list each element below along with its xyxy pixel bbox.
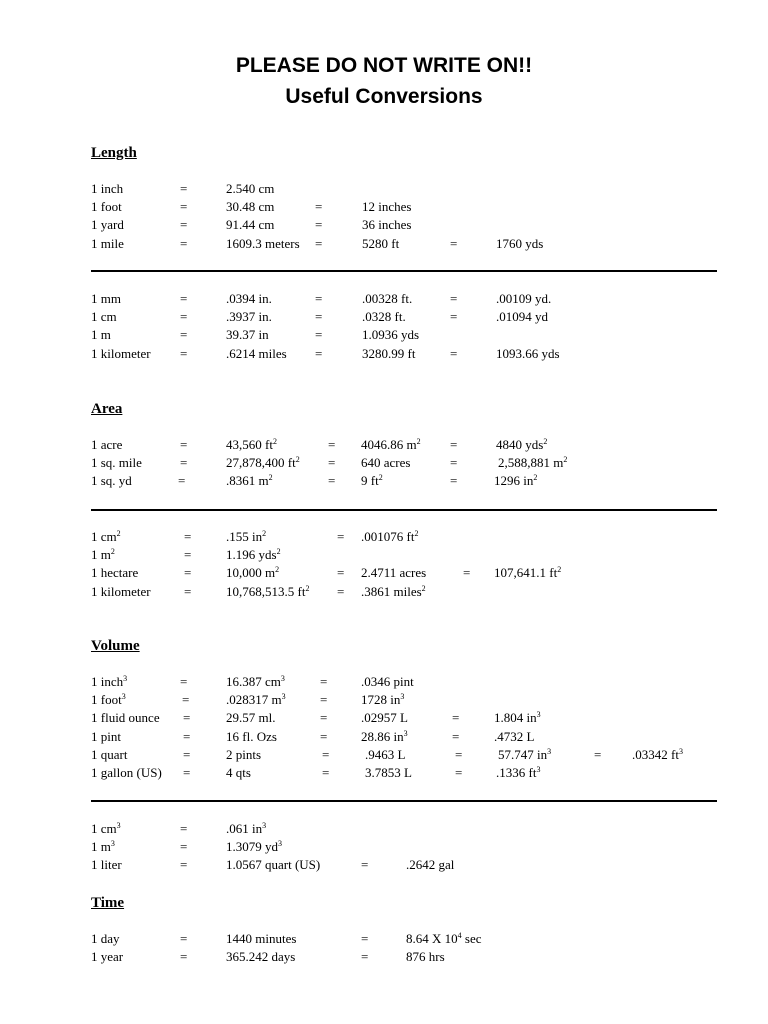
equals-sign: = (594, 746, 602, 762)
superscript-exponent: 2 (272, 437, 277, 446)
equals-sign: = (180, 345, 188, 361)
superscript-exponent: 3 (123, 674, 128, 683)
conversion-row (0, 564, 768, 582)
superscript-exponent: 2 (295, 455, 300, 465)
equals-sign: = (180, 674, 188, 689)
conversion-value: 1609.3 meters (226, 235, 300, 251)
superscript-exponent: 2 (414, 529, 419, 538)
conversion-value: 8.64 X $10^4$ sec (406, 931, 482, 946)
conversion-value: 12 inches (362, 199, 412, 215)
equals-sign: = (180, 181, 188, 196)
unit-label: 1 kilometer (91, 345, 151, 361)
conversion-value: .00109 yd. (496, 291, 552, 306)
equals-sign: = (337, 529, 345, 544)
section-heading-area: Area (91, 401, 123, 417)
superscript-exponent: 2 (421, 583, 426, 593)
conversion-value: 39.37 in (226, 327, 269, 343)
conversion-row (0, 856, 768, 874)
conversion-row (0, 454, 768, 472)
conversion-value: 43,560 $ft^2$ (226, 437, 277, 452)
equals-sign: = (184, 565, 192, 581)
conversion-value: .00328 ft. (362, 291, 413, 306)
superscript-exponent: 3 (280, 674, 285, 683)
conversion-value: .03342 $ft^3$ (632, 746, 683, 762)
conversion-value: 1.3079 $yd^3$ (226, 839, 282, 855)
superscript-exponent: 3 (678, 746, 683, 756)
equals-sign: = (180, 857, 188, 873)
superscript-exponent: 2 (276, 547, 281, 557)
conversion-row (0, 583, 768, 601)
equals-sign: = (184, 529, 192, 544)
unit-label: 1 foot$^3$ (91, 692, 126, 708)
conversion-row (0, 198, 768, 216)
equals-sign: = (450, 235, 458, 251)
equals-sign: = (450, 455, 458, 471)
unit-label: 1 m (91, 327, 111, 343)
conversion-row (0, 546, 768, 564)
conversion-value: .0328 ft. (362, 309, 406, 325)
equals-sign: = (361, 949, 369, 965)
conversion-value: .02957 L (361, 710, 408, 726)
equals-sign: = (320, 674, 328, 689)
conversion-value: .0346 pint (361, 674, 414, 689)
equals-sign: = (337, 583, 345, 599)
conversion-value: 1.196 yds$^2$ (226, 547, 281, 563)
equals-sign: = (315, 291, 323, 306)
page-title: PLEASE DO NOT WRITE ON!! (235, 54, 533, 77)
equals-sign: = (450, 437, 458, 452)
superscript-exponent: 4 (457, 931, 462, 940)
conversion-value: 2.540 cm (226, 181, 275, 196)
unit-label: 1 gallon (US) (91, 765, 162, 780)
unit-label: 1 $m^3$ (91, 839, 115, 855)
superscript-exponent: 2 (563, 455, 568, 465)
unit-label: 1 acre (91, 437, 123, 452)
conversion-row (0, 838, 768, 856)
equals-sign: = (180, 821, 188, 836)
conversion-value: 2.4711 acres (361, 565, 427, 581)
equals-sign: = (180, 199, 188, 215)
superscript-exponent: 3 (281, 692, 286, 702)
conversion-value: .6214 miles (226, 345, 287, 361)
superscript-exponent: 2 (110, 547, 115, 557)
conversion-row (0, 673, 768, 691)
unit-label: 1 $cm^2$ (91, 529, 121, 544)
conversion-value: 1.0567 quart (US) (226, 857, 321, 873)
conversion-value: 36 inches (362, 217, 412, 233)
conversion-value: 57.747 $in^3$ (498, 746, 552, 762)
conversion-row (0, 746, 768, 764)
equals-sign: = (184, 583, 192, 599)
superscript-exponent: 3 (110, 839, 115, 849)
conversion-value: 1.0936 yds (362, 327, 420, 343)
conversion-row (0, 764, 768, 782)
equals-sign: = (320, 692, 328, 708)
conversion-value: 5280 ft (362, 235, 400, 251)
conversion-value: 1760 yds (496, 235, 544, 251)
equals-sign: = (182, 692, 190, 708)
superscript-exponent: 2 (275, 565, 280, 575)
conversion-value: .8361 $m^2$ (226, 473, 273, 489)
conversion-row (0, 180, 768, 198)
conversion-value: .155 $in^2$ (226, 529, 267, 544)
conversion-value: 3.7853 L (365, 765, 412, 780)
horizontal-divider (91, 800, 717, 802)
superscript-exponent: 2 (533, 473, 538, 483)
horizontal-divider (91, 509, 717, 511)
superscript-exponent: 3 (536, 765, 541, 774)
conversion-value: .9463 L (365, 746, 406, 762)
conversion-value: .2642 gal (406, 857, 455, 873)
equals-sign: = (328, 455, 336, 471)
page-subtitle: Useful Conversions (285, 85, 483, 108)
equals-sign: = (328, 473, 336, 489)
unit-label: 1 kilometer (91, 583, 151, 599)
superscript-exponent: 3 (536, 710, 541, 720)
equals-sign: = (320, 710, 328, 726)
superscript-exponent: 3 (121, 692, 126, 702)
equals-sign: = (315, 235, 323, 251)
conversion-row (0, 436, 768, 454)
equals-sign: = (183, 728, 191, 744)
equals-sign: = (315, 345, 323, 361)
unit-label: 1 inch$^3$ (91, 674, 128, 689)
conversion-value: 1728 $in^3$ (361, 692, 405, 708)
unit-label: 1 sq. yd (91, 473, 132, 489)
equals-sign: = (450, 309, 458, 325)
unit-label: 1 liter (91, 857, 122, 873)
conversion-value: .01094 yd (496, 309, 548, 325)
superscript-exponent: 3 (116, 821, 121, 830)
equals-sign: = (180, 309, 188, 325)
superscript-exponent: 2 (378, 473, 383, 483)
conversion-row (0, 709, 768, 727)
conversion-row (0, 326, 768, 344)
equals-sign: = (183, 746, 191, 762)
superscript-exponent: 3 (262, 821, 267, 830)
conversion-value: 3280.99 ft (362, 345, 416, 361)
conversion-value: 2,588,881 $m^2$ (498, 455, 568, 471)
conversion-value: 10,000 $m^2$ (226, 565, 280, 581)
equals-sign: = (450, 473, 458, 489)
equals-sign: = (320, 728, 328, 744)
equals-sign: = (178, 473, 186, 489)
unit-label: 1 foot (91, 199, 122, 215)
equals-sign: = (361, 931, 369, 946)
equals-sign: = (315, 217, 323, 233)
equals-sign: = (180, 327, 188, 343)
unit-label: 1 mm (91, 291, 121, 306)
conversion-value: 10,768,513.5 $ft^2$ (226, 583, 310, 599)
unit-label: 1 year (91, 949, 124, 965)
equals-sign: = (452, 728, 460, 744)
unit-label: 1 yard (91, 217, 124, 233)
unit-label: 1 fluid ounce (91, 710, 160, 726)
superscript-exponent: 2 (305, 583, 310, 593)
equals-sign: = (315, 327, 323, 343)
superscript-exponent: 2 (557, 565, 562, 575)
conversion-row (0, 308, 768, 326)
conversion-value: 16 fl. Ozs (226, 728, 277, 744)
equals-sign: = (450, 291, 458, 306)
conversion-value: 640 acres (361, 455, 411, 471)
unit-label: 1 sq. mile (91, 455, 142, 471)
conversion-value: 876 hrs (406, 949, 445, 965)
conversion-value: .0394 in. (226, 291, 272, 306)
unit-label: 1 $m^2$ (91, 547, 115, 563)
superscript-exponent: 2 (416, 437, 421, 446)
conversion-value: 2 pints (226, 746, 262, 762)
conversion-value: 91.44 cm (226, 217, 275, 233)
unit-label: 1 inch (91, 181, 124, 196)
equals-sign: = (463, 565, 471, 581)
conversion-row (0, 290, 768, 308)
section-heading-time: Time (91, 895, 125, 911)
conversion-value: .028317 $m^3$ (226, 692, 286, 708)
equals-sign: = (184, 547, 192, 563)
conversion-value: 16.387 $cm^3$ (226, 674, 285, 689)
conversion-value: 28.86 $in^3$ (361, 728, 408, 744)
unit-label: 1 day (91, 931, 120, 946)
conversion-value: .3861 miles$^2$ (361, 583, 426, 599)
unit-label: 1 mile (91, 235, 124, 251)
section-heading-volume: Volume (91, 638, 140, 654)
conversion-value: 1440 minutes (226, 931, 297, 946)
equals-sign: = (452, 710, 460, 726)
equals-sign: = (180, 291, 188, 306)
equals-sign: = (180, 455, 188, 471)
conversion-value: 27,878,400 $ft^2$ (226, 455, 300, 471)
equals-sign: = (183, 710, 191, 726)
conversion-value: 1093.66 yds (496, 345, 560, 361)
unit-label: 1 hectare (91, 565, 139, 581)
conversion-value: .061 $in^3$ (226, 821, 267, 836)
superscript-exponent: 2 (262, 529, 267, 538)
superscript-exponent: 3 (400, 692, 405, 702)
section-heading-length: Length (91, 145, 137, 161)
conversion-value: 107,641.1 $ft^2$ (494, 565, 562, 581)
conversion-value: 29.57 ml. (226, 710, 276, 726)
equals-sign: = (322, 765, 330, 780)
superscript-exponent: 3 (403, 728, 408, 738)
conversion-value: 365.242 days (226, 949, 296, 965)
conversion-value: 4046.86 $m^2$ (361, 437, 421, 452)
conversion-value: 1.804 $in^3$ (494, 710, 541, 726)
superscript-exponent: 2 (543, 437, 548, 446)
conversion-value: .1336 $ft^3$ (496, 765, 541, 780)
superscript-exponent: 2 (268, 473, 273, 483)
conversion-value: 9 $ft^2$ (361, 473, 383, 489)
equals-sign: = (180, 931, 188, 946)
conversion-row (0, 728, 768, 746)
unit-label: 1 quart (91, 746, 128, 762)
conversion-row (0, 235, 768, 253)
equals-sign: = (180, 949, 188, 965)
equals-sign: = (450, 345, 458, 361)
unit-label: 1 pint (91, 728, 121, 744)
equals-sign: = (322, 746, 330, 762)
conversion-value: 1296 $in^2$ (494, 473, 538, 489)
equals-sign: = (180, 235, 188, 251)
conversion-value: .3937 in. (226, 309, 272, 325)
equals-sign: = (315, 309, 323, 325)
conversion-row (0, 472, 768, 490)
conversion-value: 4840 yds$^2$ (496, 437, 548, 452)
equals-sign: = (361, 857, 369, 873)
conversion-value: .001076 $ft^2$ (361, 529, 419, 544)
superscript-exponent: 2 (116, 529, 121, 538)
conversion-value: .4732 L (494, 728, 535, 744)
equals-sign: = (455, 765, 463, 780)
conversion-row (0, 930, 768, 948)
equals-sign: = (183, 765, 191, 780)
superscript-exponent: 3 (547, 746, 552, 756)
superscript-exponent: 3 (278, 839, 282, 849)
conversion-value: 4 qts (226, 765, 251, 780)
conversion-row (0, 345, 768, 363)
equals-sign: = (337, 565, 345, 581)
equals-sign: = (180, 437, 188, 452)
unit-label: 1 $cm^3$ (91, 821, 121, 836)
conversion-row (0, 528, 768, 546)
conversion-row (0, 948, 768, 966)
equals-sign: = (180, 839, 188, 855)
conversion-row (0, 820, 768, 838)
equals-sign: = (315, 199, 323, 215)
unit-label: 1 cm (91, 309, 117, 325)
equals-sign: = (180, 217, 188, 233)
conversion-row (0, 216, 768, 234)
conversion-value: 30.48 cm (226, 199, 275, 215)
horizontal-divider (91, 270, 717, 272)
conversion-row (0, 691, 768, 709)
equals-sign: = (455, 746, 463, 762)
equals-sign: = (328, 437, 336, 452)
